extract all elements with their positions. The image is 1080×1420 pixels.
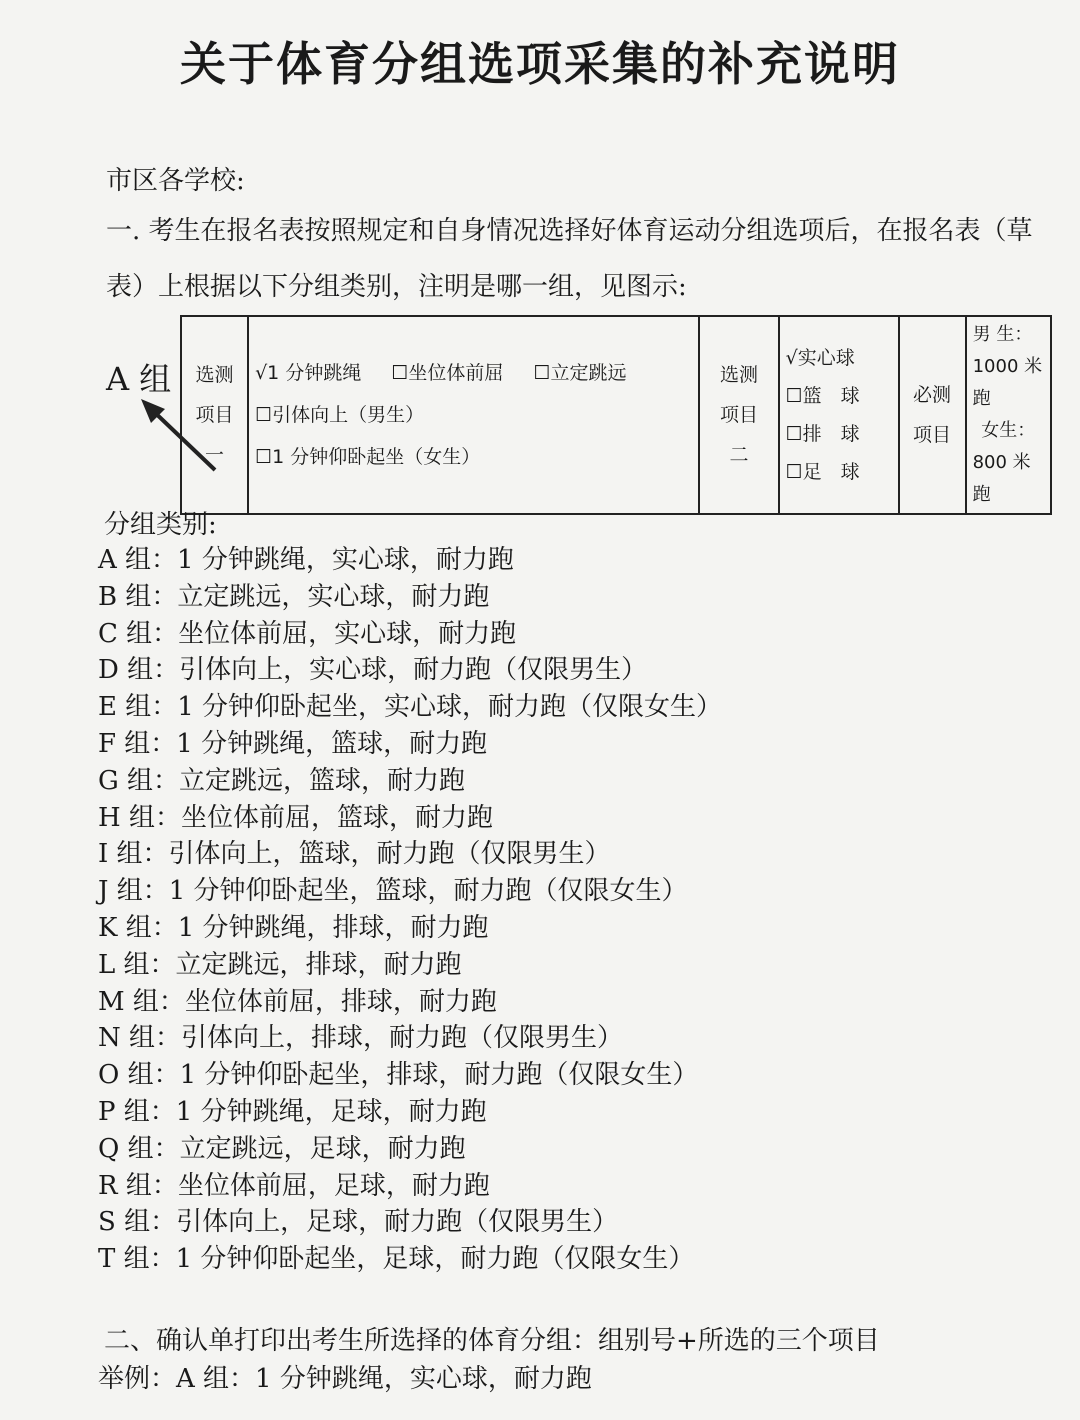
option-rope-skipping: √1 分钟跳绳 [255, 362, 362, 384]
option-basketball: ☐篮 球 [785, 385, 860, 407]
option-sit-up: ☐1 分钟仰卧起坐（女生） [255, 446, 481, 468]
option-sit-and-reach: ☐坐位体前屈 [391, 362, 504, 384]
elective-one-options [248, 316, 699, 514]
intro-line-2: 表）上根据以下分组类别，注明是哪一组，见图示: [106, 272, 687, 302]
list-item: O 组：1 分钟仰卧起坐，排球，耐力跑（仅限女生） [98, 1060, 699, 1091]
list-item: B 组：立定跳远，实心球，耐力跑 [98, 581, 490, 612]
section-two: 二、确认单打印出考生所选择的体育分组：组别号+所选的三个项目 [104, 1326, 880, 1356]
categories-heading: 分组类别: [104, 510, 217, 540]
example-line: 举例：A 组：1 分钟跳绳，实心球，耐力跑 [98, 1364, 592, 1394]
endurance-run-cell [966, 316, 1051, 514]
figure-group-label: A 组 [106, 360, 172, 398]
group-list [98, 542, 722, 1278]
list-item: T 组：1 分钟仰卧起坐，足球，耐力跑（仅限女生） [98, 1244, 695, 1275]
male-label: 男 生： [972, 324, 1033, 345]
list-item: M 组：坐位体前屈，排球，耐力跑 [98, 986, 497, 1017]
elective-one-label: 选测 项目 一 [181, 316, 248, 514]
intro-line-1: 一. 考生在报名表按照规定和自身情况选择好体育运动分组选项后，在报名表（草 [106, 216, 1033, 246]
option-medicine-ball: √实心球 [785, 347, 855, 369]
list-item: G 组：立定跳远，篮球，耐力跑 [98, 765, 466, 796]
list-item: H 组：坐位体前屈，篮球，耐力跑 [98, 802, 493, 833]
male-distance: 1000 米跑 [972, 356, 1043, 409]
female-label: 女生： [981, 420, 1036, 441]
list-item: N 组：引体向上，排球，耐力跑（仅限男生） [98, 1023, 624, 1054]
salutation: 市区各学校: [106, 166, 245, 196]
female-distance: 800 米跑 [972, 452, 1031, 505]
list-item: S 组：引体向上，足球，耐力跑（仅限男生） [98, 1207, 619, 1238]
list-item: F 组：1 分钟跳绳，篮球，耐力跑 [98, 728, 488, 759]
elective-two-label: 选测 项目 二 [699, 316, 778, 514]
option-pull-up: ☐引体向上（男生） [255, 404, 425, 426]
list-item: P 组：1 分钟跳绳，足球，耐力跑 [98, 1096, 487, 1127]
list-item: R 组：坐位体前屈，足球，耐力跑 [98, 1170, 490, 1201]
list-item: D 组：引体向上，实心球，耐力跑（仅限男生） [98, 655, 648, 686]
list-item: Q 组：立定跳远，足球，耐力跑 [98, 1133, 466, 1164]
list-item: C 组：坐位体前屈，实心球，耐力跑 [98, 618, 517, 649]
option-volleyball: ☐排 球 [785, 423, 860, 445]
list-item: A 组：1 分钟跳绳，实心球，耐力跑 [98, 545, 514, 575]
list-item: K 组：1 分钟跳绳，排球，耐力跑 [98, 912, 489, 943]
list-item: J 组：1 分钟仰卧起坐，篮球，耐力跑（仅限女生） [98, 876, 688, 907]
option-football: ☐足 球 [785, 461, 860, 483]
list-item: E 组：1 分钟仰卧起坐，实心球，耐力跑（仅限女生） [98, 692, 723, 723]
elective-two-options [779, 316, 899, 514]
required-label: 必测 项目 [899, 316, 966, 514]
registration-form-figure [180, 315, 1052, 515]
option-standing-long-jump: ☐立定跳远 [533, 362, 627, 384]
list-item: L 组：立定跳远，排球，耐力跑 [98, 949, 462, 980]
list-item: I 组：引体向上，篮球，耐力跑（仅限男生） [98, 839, 611, 870]
document-title: 关于体育分组选项采集的补充说明 [180, 37, 900, 91]
